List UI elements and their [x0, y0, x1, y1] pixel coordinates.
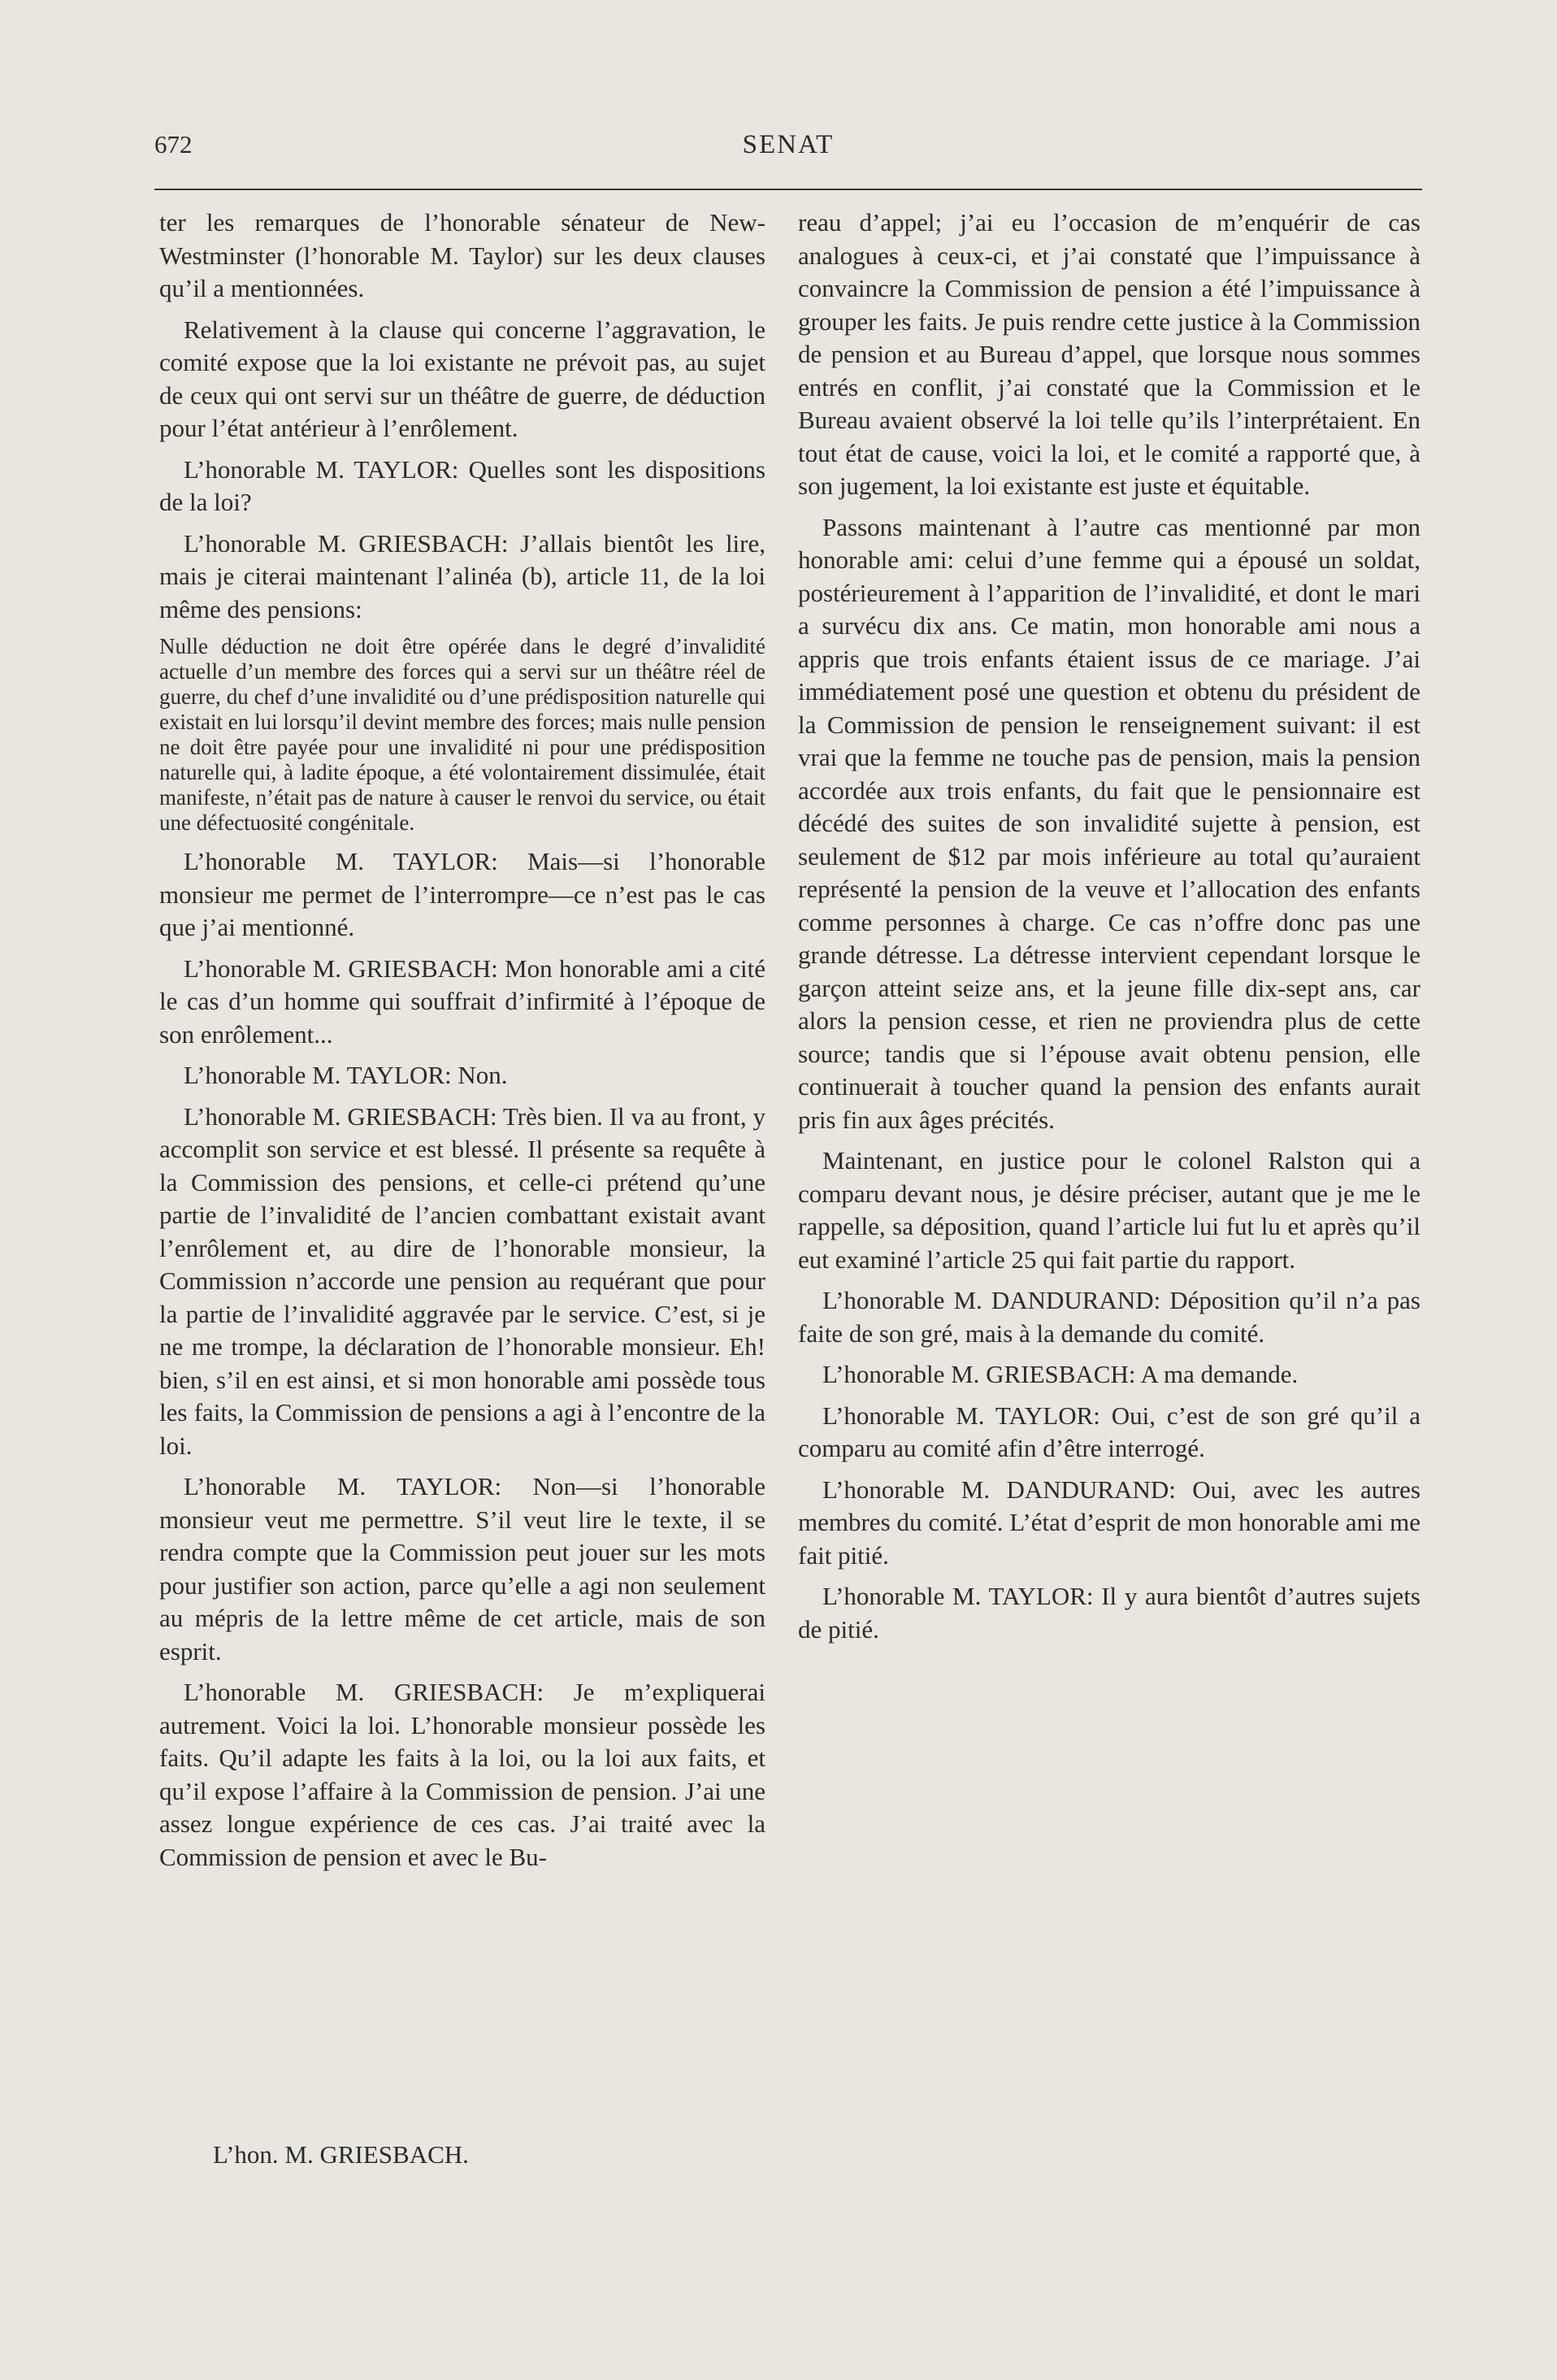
header-rule [154, 189, 1422, 190]
speech-paragraph: L’honorable M. TAYLOR: Non—si l’honorable monsieur veut me permettre. S’il veut lire le texte, il se rendra compte que la Commission peut jouer sur les mots pour justifier son action, parce qu’elle a agi non seulement au mépris de la lettre même de cet article, mais de son esprit. [159, 1472, 765, 1666]
speech-paragraph: L’honorable M. DANDURAND: Déposition qu’il n’a pas faite de son gré, mais à la demande du comité. [798, 1286, 1420, 1348]
speech-paragraph: L’honorable M. DANDURAND: Oui, avec les autres membres du comité. L’état d’esprit de mon honorable ami me fait pitié. [798, 1474, 1420, 1570]
speech-paragraph: L’honorable M. TAYLOR: Mais—si l’honorable monsieur me permet de l’interrompre—ce n’est pas le cas que j’ai mentionné. [159, 847, 765, 941]
speech-paragraph: L’honorable M. TAYLOR: Non. [184, 1061, 508, 1089]
paragraph: Maintenant, en justice pour le colonel Ralston qui a comparu devant nous, je désire préciser, autant que je me le rappelle, sa déposition, quand l’article lui fut lu et après qu’il eut examiné l’article 25 qui fait partie du rapport. [798, 1146, 1420, 1274]
paragraph: ter les remarques de l’honorable sénateur de New-Westminster (l’honorable M. Taylor) sur les deux clauses qu’il a mentionnées. [159, 208, 765, 302]
quoted-law-text: Nulle déduction ne doit être opérée dans le degré d’invalidité actuelle d’un membre des forces qui a servi sur un théâtre réel de guerre, du chef d’une invalidité ou d’une prédisposition naturelle qui existait en lui lorsqu’il devint membre des forces; mais nulle pension ne doit être payée pour une invalidité ni pour une prédisposition naturelle qui, à ladite époque, a été volontairement dissimulée, était manifeste, n’était pas de nature à causer le renvoi du service, ou était une défectuosité congénitale. [159, 634, 765, 835]
speech-paragraph: L’honorable M. GRIESBACH: Très bien. Il va au front, y accomplit son service et est blessé. Il présente sa requête à la Commission des pensions, et celle-ci prétend qu’une partie de l’invalidité de l’ancien combattant existait avant l’enrôlement et, au dire de l’honorable monsieur, la Commission n’accorde une pension au requérant que pour la partie de l’invalidité aggravée par le service. C’est, si je ne me trompe, la déclaration de l’honorable monsieur. Eh! bien, s’il en est ainsi, et si mon honorable ami possède tous les faits, la Commission de pensions a agi à l’encontre de la loi. [159, 1101, 765, 1460]
speech-paragraph: L’honorable M. GRIESBACH: Je m’expliquerai autrement. Voici la loi. L’honorable monsieur possède les faits. Qu’il adapte les faits à la loi, ou la loi aux faits, et qu’il expose l’affaire à la Commission de pension. J’ai une assez longue expérience de ces cas. J’ai traité avec la Commission de pension et avec le Bu- [159, 1678, 765, 1871]
paragraph: reau d’appel; j’ai eu l’occasion de m’enquérir de cas analogues à ceux-ci, et j’ai constaté que l’impuissance à convaincre la Commission de pension a été l’impuissance à grouper les faits. Je puis rendre cette justice à la Commission de pension et au Bureau d’appel, que lorsque nous sommes entrés en conflit, j’ai constaté que la Commission et le Bureau avaient observé la loi telle qu’ils l’interprétaient. En tout état de cause, voici la loi, et le comité a rapporté que, à son jugement, la loi existante est juste et équitable. [798, 208, 1420, 500]
speech-paragraph: L’honorable M. GRIESBACH: Mon honorable ami a cité le cas d’un homme qui souffrait d’infirmité à l’époque de son enrôlement... [159, 953, 765, 1049]
paragraph: Passons maintenant à l’autre cas mentionné par mon honorable ami: celui d’une femme qui a épousé un soldat, postérieurement à l’apparition de l’invalidité, et dont le mari a survécu dix ans. Ce matin, mon honorable ami nous a appris que trois enfants étaient issus de ce mariage. J’ai immédiatement posé une question et obtenu du président de la Commission de pension le renseignement suivant: il est vrai que la femme ne touche pas de pension, mais la pension accordée aux trois enfants, du fait que le pensionnaire est décédé des suites de son invalidité sujette à pension, est seulement de $12 par mois inférieure au total qu’auraient représenté la pension de la veuve et l’allocation des enfants comme personnes à charge. Ce cas n’offre donc pas une grande détresse. La détresse intervient cependant lorsque le garçon atteint seize ans, et la jeune fille dix-sept ans, car alors la pension cesse, et rien ne proviendra plus de cette source; tandis que si l’épouse avait obtenu pension, elle continuerait à toucher quand la pension des enfants aurait pris fin aux âges précités. [798, 512, 1420, 1134]
page-header [154, 130, 1422, 171]
right-column [798, 206, 1420, 1654]
running-foot: L’hon. M. GRIESBACH. [213, 2140, 469, 2169]
speech-paragraph: L’honorable M. TAYLOR: Oui, c’est de son gré qu’il a comparu au comité afin d’être interrogé. [798, 1401, 1420, 1462]
left-column [159, 206, 765, 1882]
speech-paragraph: L’honorable M. GRIESBACH: A ma demande. [822, 1360, 1299, 1388]
speech-paragraph: L’honorable M. GRIESBACH: J’allais bientôt les lire, mais je citerai maintenant l’alinéa (b), article 11, de la loi même des pensions: [159, 528, 765, 623]
running-title: SENAT [742, 130, 835, 159]
speech-paragraph: L’honorable M. TAYLOR: Quelles sont les dispositions de la loi? [159, 454, 765, 516]
page-number: 672 [154, 130, 193, 159]
paragraph: Relativement à la clause qui concerne l’aggravation, le comité expose que la loi existante ne prévoit pas, au sujet de ceux qui ont servi sur un théâtre de guerre, de déduction pour l’état antérieur à l’enrôlement. [159, 315, 765, 442]
speech-paragraph: L’honorable M. TAYLOR: Il y aura bientôt d’autres sujets de pitié. [798, 1582, 1420, 1644]
